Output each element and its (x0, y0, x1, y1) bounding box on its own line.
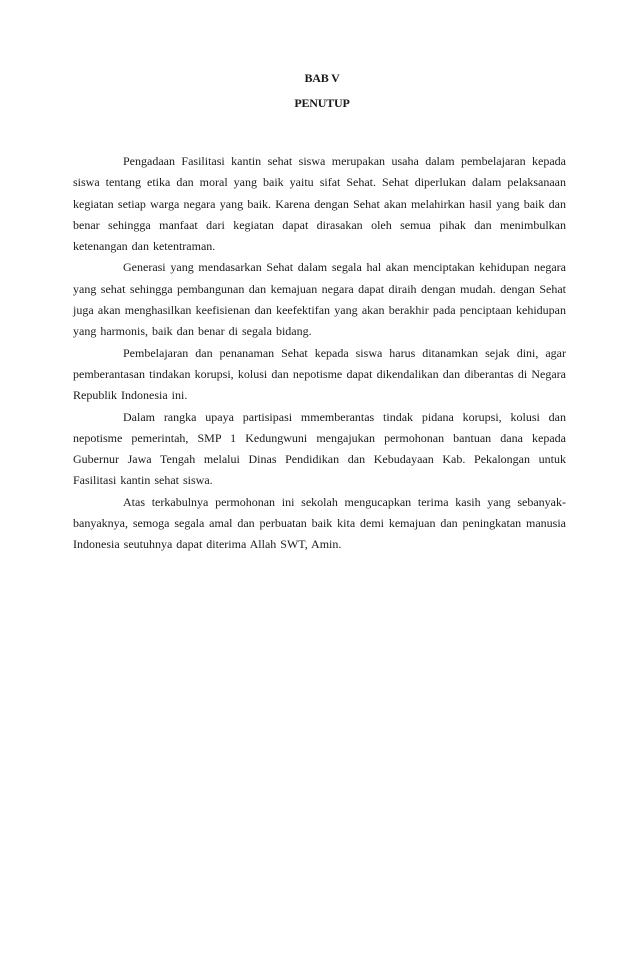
chapter-title: PENUTUP (294, 96, 350, 110)
body-text (73, 151, 566, 556)
chapter-heading: BAB V (304, 71, 340, 85)
paragraph: Pengadaan Fasilitasi kantin sehat siswa merupakan usaha dalam pembelajaran kepada siswa tentang etika dan moral yang baik yaitu sifat Sehat. Sehat diperlukan dalam pelaksanaan kegiatan setiap warga negara yang baik. Karena dengan Sehat akan melahirkan hasil yang baik dan benar sehingga manfaat dari kegiatan dapat dirasakan oleh semua pihak dan menimbulkan ketenangan dan ketentraman. (73, 154, 566, 254)
paragraph: Pembelajaran dan penanaman Sehat kepada siswa harus ditanamkan sejak dini, agar pemberantasan tindakan korupsi, kolusi dan nepotisme dapat dikendalikan dan diberantas di Negara Republik Indonesia ini. (73, 345, 566, 403)
paragraph: Generasi yang mendasarkan Sehat dalam segala hal akan menciptakan kehidupan negara yang sehat sehingga pembangunan dan kemajuan negara dapat diraih dengan mudah. dengan Sehat juga akan menghasilkan keefisienan dan keefektifan yang akan berakhir pada penciptaan kehidupan yang harmonis, baik dan benar di segala bidang. (73, 260, 566, 339)
paragraph: Dalam rangka upaya partisipasi mmemberantas tindak pidana korupsi, kolusi dan nepotisme pemerintah, SMP 1 Kedungwuni mengajukan permohonan bantuan dana kepada Gubernur Jawa Tengah melalui Dinas Pendidikan dan Kebudayaan Kab. Pekalongan untuk Fasilitasi kantin sehat siswa. (73, 409, 566, 488)
paragraph: Atas terkabulnya permohonan ini sekolah mengucapkan terima kasih yang sebanyak-banyaknya, semoga segala amal dan perbuatan baik kita demi kemajuan dan peningkatan manusia Indonesia seutuhnya dapat diterima Allah SWT, Amin. (73, 494, 566, 552)
